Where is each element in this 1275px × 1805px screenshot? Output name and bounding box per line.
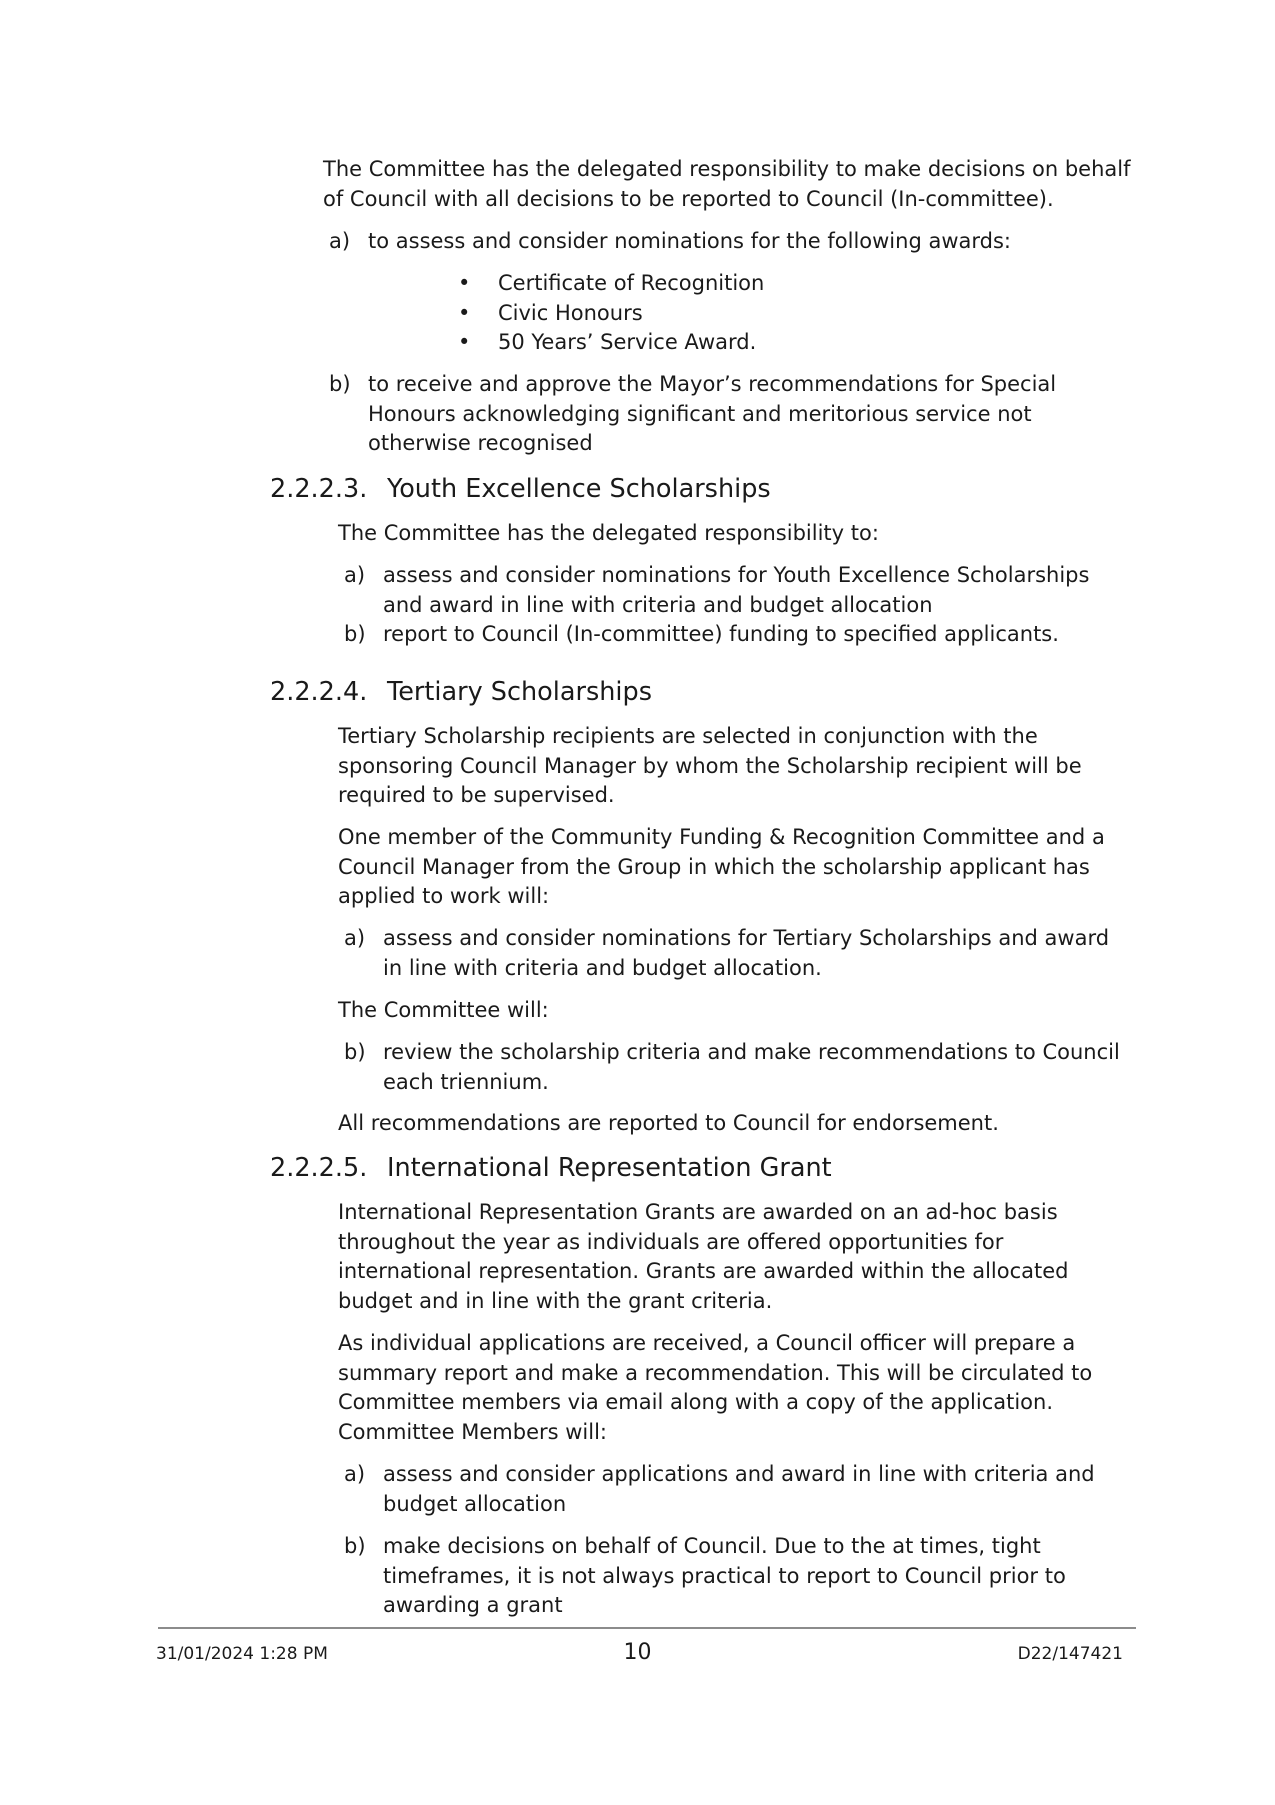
bullet-item bbox=[458, 269, 1058, 299]
section-title: International Representation Grant bbox=[387, 1153, 832, 1183]
international-paragraph-2: As individual applications are received, a Council officer will prepare a summary report and make a recommendation. This will be circulated to Committee members via email along with a copy of the application. Committee Members will: bbox=[338, 1331, 1093, 1444]
bullet-icon: • bbox=[458, 271, 471, 295]
section-number: 2.2.2.3. bbox=[270, 474, 368, 504]
bullet-item bbox=[458, 299, 1058, 329]
list-item-text: report to Council (In-committee) funding to specified applicants. bbox=[383, 622, 1059, 646]
list-item bbox=[338, 1460, 1128, 1519]
awards-list-a bbox=[323, 227, 1123, 257]
youth-list bbox=[338, 561, 1128, 650]
section-heading-tertiary bbox=[270, 675, 1130, 709]
international-list-b bbox=[338, 1532, 1128, 1621]
list-marker: a) bbox=[329, 229, 351, 253]
section-heading-international bbox=[270, 1151, 1130, 1185]
list-item-text: review the scholarship criteria and make recommendations to Council each triennium. bbox=[383, 1040, 1120, 1094]
list-item bbox=[323, 370, 1123, 459]
bullet-text: Civic Honours bbox=[498, 300, 643, 325]
footer-doc-ref: D22/147421 bbox=[1017, 1644, 1123, 1664]
list-marker: b) bbox=[344, 1040, 366, 1064]
section-title: Tertiary Scholarships bbox=[387, 677, 652, 707]
list-item bbox=[338, 620, 1128, 650]
bullet-icon: • bbox=[458, 300, 471, 325]
bullet-text: 50 Years’ Service Award. bbox=[498, 330, 757, 354]
list-item-text: make decisions on behalf of Council. Due to the at times, tight timeframes, it is not always practical to report to Council prior to awarding a grant bbox=[383, 1534, 1066, 1617]
list-item-text: to receive and approve the Mayor’s recommendations for Special Honours acknowledging significant and meritorious service not otherwise recognised bbox=[368, 372, 1057, 455]
tertiary-paragraph-2: One member of the Community Funding & Recognition Committee and a Council Manager from the Group in which the scholarship applicant has applied to work will: bbox=[338, 825, 1105, 908]
list-item bbox=[338, 1038, 1128, 1097]
list-marker: a) bbox=[344, 926, 366, 950]
section-number: 2.2.2.5. bbox=[270, 1153, 368, 1183]
international-paragraph-1: International Representation Grants are awarded on an ad-hoc basis throughout the year as individuals are offered opportunities for international representation. Grants are awarded within the allocated budget and in line with the grant criteria. bbox=[338, 1200, 1069, 1313]
section-heading-youth-excellence bbox=[270, 472, 1130, 506]
tertiary-paragraph-4: All recommendations are reported to Council for endorsement. bbox=[338, 1111, 999, 1135]
footer-date: 31/01/2024 1:28 PM bbox=[156, 1644, 328, 1664]
section-title: Youth Excellence Scholarships bbox=[387, 474, 771, 504]
tertiary-paragraph-3: The Committee will: bbox=[338, 998, 549, 1022]
list-item-text: assess and consider nominations for Tertiary Scholarships and award in line with criteria and budget allocation. bbox=[383, 926, 1110, 980]
bullet-item bbox=[458, 328, 1058, 358]
intro-paragraph: The Committee has the delegated responsibility to make decisions on behalf of Council with all decisions to be reported to Council (In-committee). bbox=[323, 157, 1131, 211]
list-marker: a) bbox=[344, 563, 366, 587]
bullet-icon: • bbox=[458, 330, 471, 354]
section-number: 2.2.2.4. bbox=[270, 677, 368, 707]
list-marker: b) bbox=[329, 372, 351, 396]
list-item-text: assess and consider applications and award in line with criteria and budget allocation bbox=[383, 1462, 1095, 1516]
list-item bbox=[323, 227, 1123, 257]
footer-divider bbox=[158, 1627, 1136, 1629]
list-marker: a) bbox=[344, 1462, 366, 1486]
awards-list-b bbox=[323, 370, 1123, 459]
list-marker: b) bbox=[344, 1534, 366, 1558]
list-item bbox=[338, 924, 1128, 983]
tertiary-list-a bbox=[338, 924, 1128, 983]
awards-bullet-list bbox=[458, 269, 1058, 358]
bullet-text: Certificate of Recognition bbox=[498, 271, 765, 295]
list-item-text: to assess and consider nominations for the following awards: bbox=[368, 229, 1011, 253]
list-item bbox=[338, 561, 1128, 620]
list-item bbox=[338, 1532, 1128, 1621]
youth-intro-paragraph: The Committee has the delegated responsibility to: bbox=[338, 521, 879, 545]
international-list-a bbox=[338, 1460, 1128, 1519]
footer-page-number: 10 bbox=[623, 1640, 652, 1665]
tertiary-list-b bbox=[338, 1038, 1128, 1097]
list-marker: b) bbox=[344, 622, 366, 646]
list-item-text: assess and consider nominations for Youth Excellence Scholarships and award in line with criteria and budget allocation bbox=[383, 563, 1090, 617]
tertiary-paragraph-1: Tertiary Scholarship recipients are selected in conjunction with the sponsoring Council Manager by whom the Scholarship recipient will be required to be supervised. bbox=[338, 724, 1082, 807]
